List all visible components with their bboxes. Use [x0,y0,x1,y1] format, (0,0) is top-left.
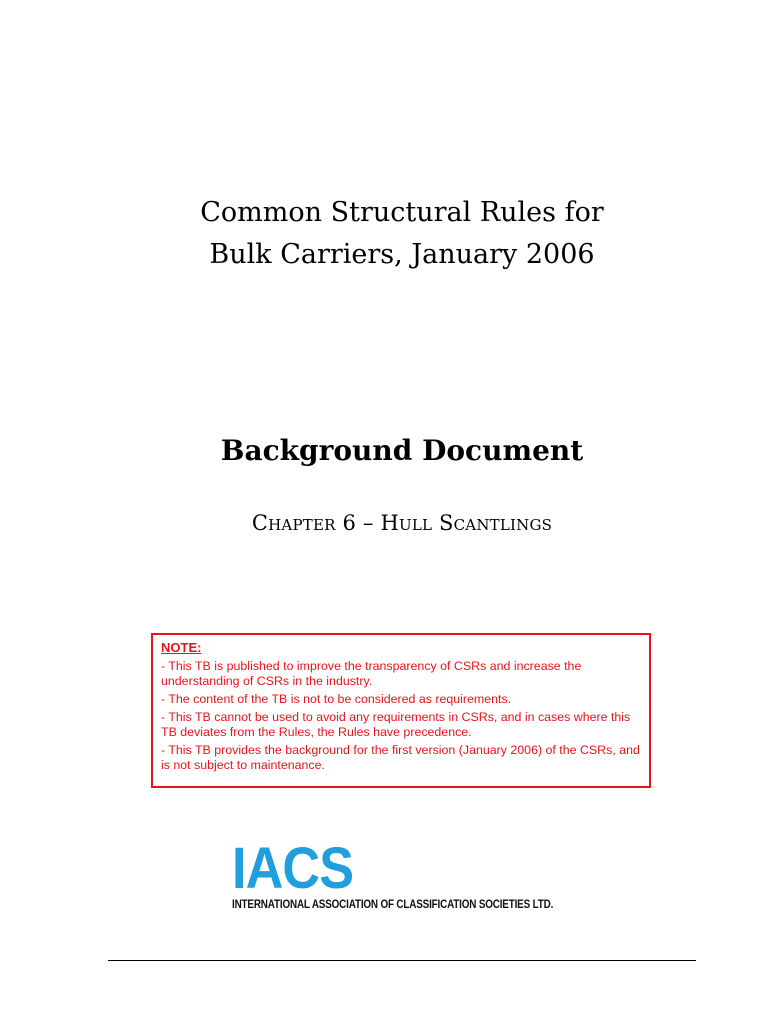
footer-divider [108,960,696,961]
title-line-1: Common Structural Rules for [200,197,604,228]
note-heading: NOTE: [161,640,202,655]
document-type-heading: Background Document [220,434,584,467]
logo-full-name: INTERNATIONAL ASSOCIATION OF CLASSIFICATION SOCIETIES LTD. [232,899,554,911]
title-line-2: Bulk Carriers, January 2006 [209,239,595,270]
iacs-logo [232,836,605,911]
note-item-1: - This TB is published to improve the transparency of CSRs and increase the understanding of CSRs in the industry. [161,659,582,688]
logo-mark: IACS [232,836,354,901]
document-title [0,192,768,276]
note-item-2: - The content of the TB is not to be considered as requirements. [161,692,512,706]
note-item-4: - This TB provides the background for the first version (January 2006) of the CSRs, and is not subject to maintenance. [161,743,640,772]
chapter-heading: Chapter 6 – Hull Scantlings [251,511,553,535]
note-box [151,633,651,788]
note-item-3: - This TB cannot be used to avoid any requirements in CSRs, and in cases where this TB deviates from the Rules, the Rules have precedence. [161,710,631,739]
